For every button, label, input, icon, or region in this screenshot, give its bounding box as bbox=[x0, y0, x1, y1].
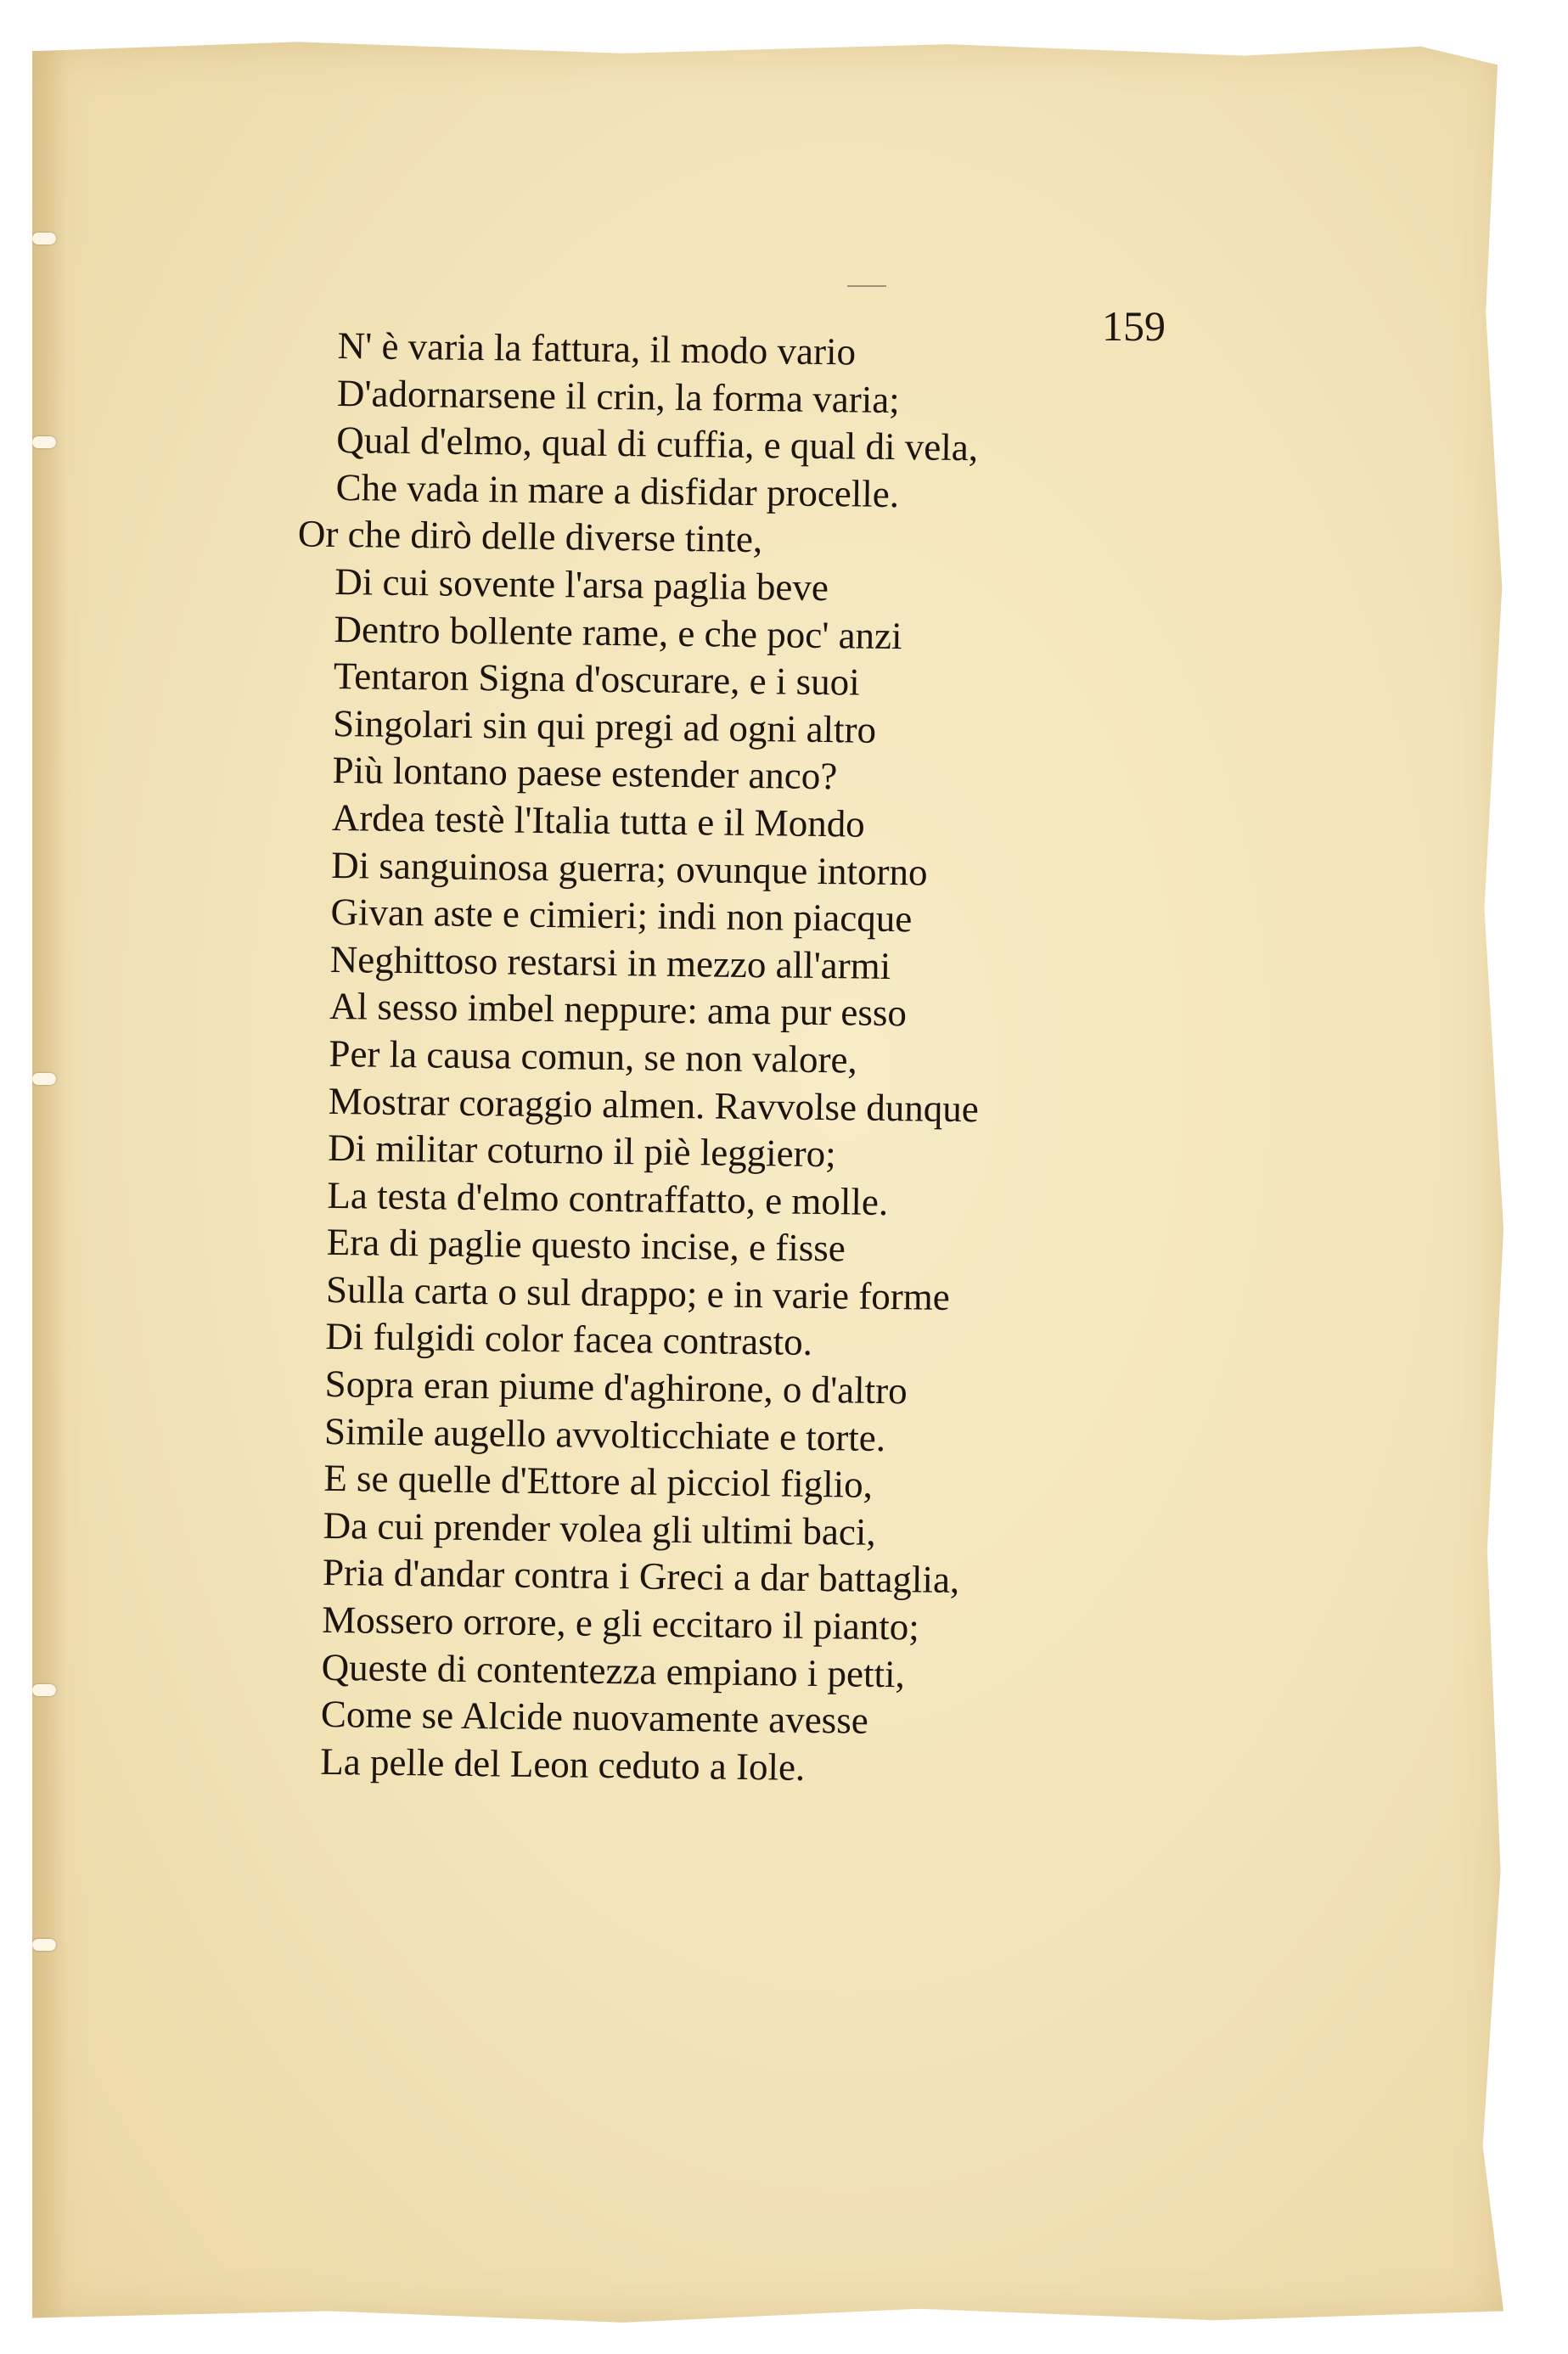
poem-line: Di militar coturno il piè leggiero; bbox=[327, 1126, 836, 1176]
poem-line: La testa d'elmo contraffatto, e molle. bbox=[327, 1173, 889, 1223]
binding-stitch bbox=[32, 233, 56, 244]
poem-line: D'adornarsene il crin, la forma varia; bbox=[336, 371, 901, 421]
poem-line: Simile augello avvolticchiate e torte. bbox=[323, 1409, 886, 1459]
poem-line: Tentaron Signa d'oscurare, e i suoi bbox=[333, 655, 860, 704]
poem-line: Sulla carta o sul drappo; e in varie forme bbox=[325, 1267, 951, 1318]
poem-line: N' è varia la fattura, il modo vario bbox=[337, 323, 857, 374]
poem-line: Sopra eran piume d'aghirone, o d'altro bbox=[324, 1362, 908, 1413]
poem-line: Di sanguinosa guerra; ovunque intorno bbox=[330, 843, 928, 894]
poem-line: Mossero orrore, e gli eccitaro il pianto; bbox=[322, 1598, 920, 1649]
binding-stitch bbox=[32, 1684, 56, 1696]
poem-line: Come se Alcide nuovamente avesse bbox=[320, 1693, 869, 1742]
poem-line: Da cui prender volea gli ultimi baci, bbox=[323, 1503, 876, 1553]
poem-line: Di cui sovente l'arsa paglia beve bbox=[334, 559, 829, 610]
binding-gutter bbox=[32, 37, 66, 2329]
poem-line: Di fulgidi color facea contrasto. bbox=[325, 1315, 813, 1364]
poem-line: Ardea testè l'Italia tutta e il Mondo bbox=[331, 795, 866, 846]
poem-line: Queste di contentezza empiano i petti, bbox=[321, 1645, 906, 1695]
poem-line: Or che dirò delle diverse tinte, bbox=[297, 512, 763, 561]
poem-text bbox=[297, 323, 1178, 1795]
poem-line: Per la causa comun, se non valore, bbox=[329, 1031, 858, 1081]
poem-line: Neghittoso restarsi in mezzo all'armi bbox=[329, 937, 891, 987]
poem-line: Dentro bollente rame, e che poc' anzi bbox=[334, 607, 902, 657]
binding-stitch bbox=[32, 1939, 56, 1951]
page-number: 159 bbox=[1102, 302, 1166, 350]
poem-line: Era di paglie questo incise, e fisse bbox=[326, 1221, 846, 1270]
header-rule bbox=[847, 285, 886, 287]
poem-line: Che vada in mare a disfidar procelle. bbox=[335, 465, 900, 515]
poem-line: Più lontano paese estender anco? bbox=[332, 749, 838, 798]
poem-line: Givan aste e cimieri; indi non piacque bbox=[330, 890, 913, 941]
binding-stitch bbox=[32, 1073, 56, 1085]
poem-line: Al sesso imbel neppure: ama pur esso bbox=[329, 985, 908, 1035]
poem-line: Mostrar coraggio almen. Ravvolse dunque bbox=[328, 1079, 980, 1130]
poem-line: Singolari sin qui pregi ad ogni altro bbox=[332, 701, 877, 751]
poem-line: E se quelle d'Ettore al picciol figlio, bbox=[323, 1457, 874, 1507]
poem-line: La pelle del Leon ceduto a Iole. bbox=[319, 1739, 806, 1789]
poem-line: Qual d'elmo, qual di cuffia, e qual di vela, bbox=[336, 419, 979, 469]
binding-stitch bbox=[32, 436, 56, 448]
poem-line: Pria d'andar contra i Greci a dar battaglia, bbox=[322, 1551, 960, 1602]
